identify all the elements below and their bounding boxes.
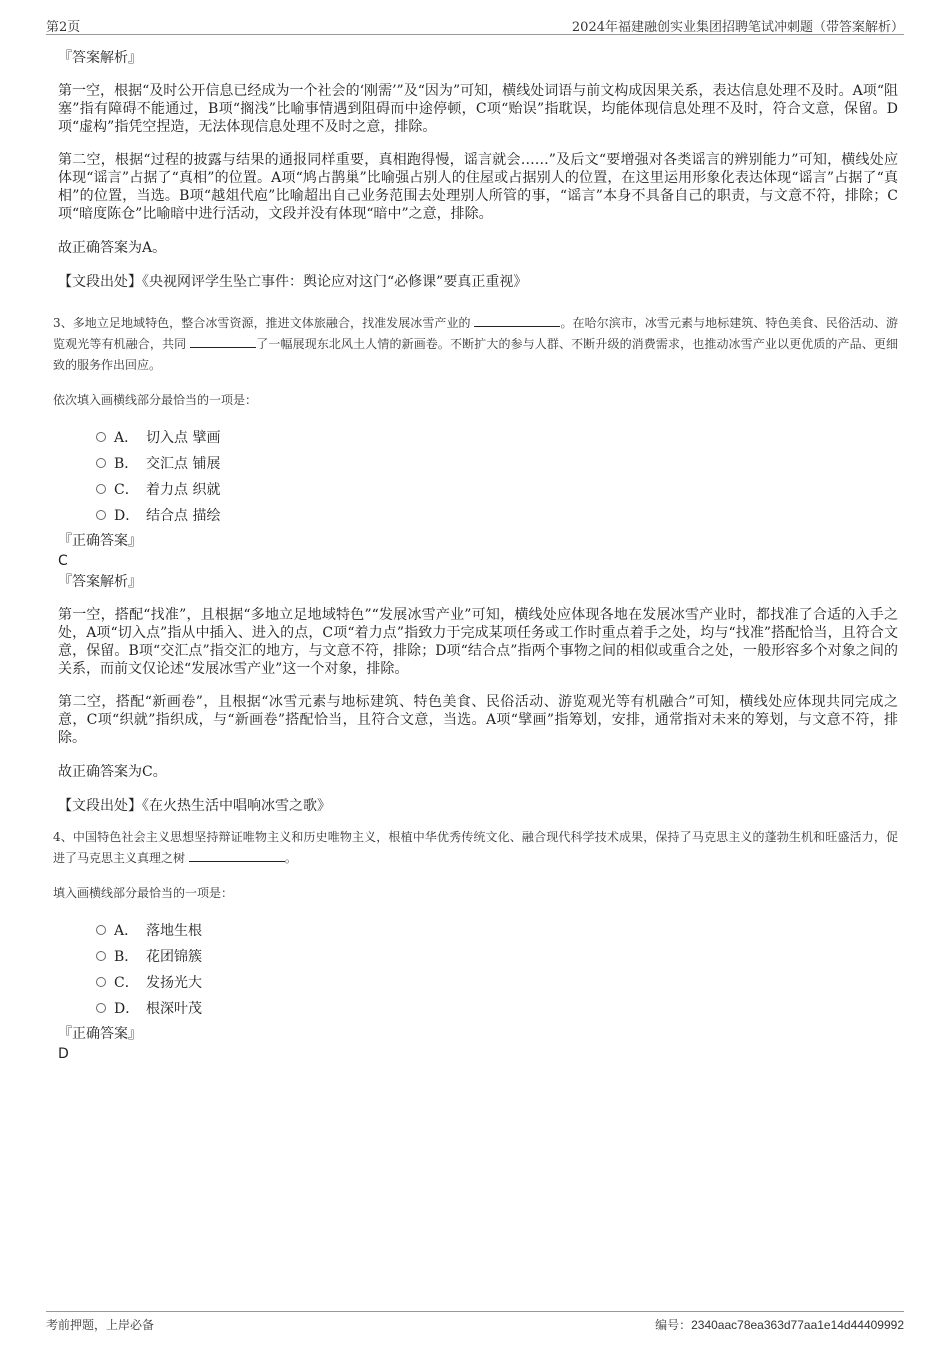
radio-icon[interactable]	[96, 925, 106, 935]
document-title: 2024年福建融创实业集团招聘笔试冲刺题（带答案解析）	[571, 20, 904, 35]
option-text: 切入点 擘画	[146, 430, 221, 446]
q3-option-c[interactable]	[96, 476, 898, 502]
q3-source	[58, 797, 898, 815]
q3-options	[96, 424, 898, 528]
q3-option-d[interactable]	[96, 502, 898, 528]
option-letter: A．	[114, 430, 139, 446]
option-text: 结合点 描绘	[146, 508, 221, 524]
q3-analysis-paragraph-1: 第一空，搭配“找准”，且根据“多地立足地域特色”“发展冰雪产业”可知，横线处应体现各地在发展冰雪产业时，都找准了合适的入手之处，A项“切入点”指从中插入、进入的点，C项“着力点”指致力于完成某项任务或工作时重点着手之处，均与“找准”搭配恰当，且符合文意，保留。B项“交汇点”指交汇的地方，与文意不符，排除；D项“结合点”指两个事物之间的相似或重合之处，一般形容多个对象之间的关系，而前文仅论述“发展冰雪产业”这一个对象，排除。	[58, 607, 898, 677]
radio-icon[interactable]	[96, 484, 106, 494]
page-content	[53, 44, 898, 1063]
option-text: 根深叶茂	[146, 1001, 202, 1017]
option-letter: D．	[114, 508, 140, 524]
radio-icon[interactable]	[96, 510, 106, 520]
radio-icon[interactable]	[96, 951, 106, 961]
option-text: 落地生根	[146, 923, 202, 939]
q3-conclusion: 故正确答案为C。	[58, 764, 167, 780]
q2-analysis-paragraph-2: 第二空，根据“过程的披露与结果的通报同样重要，真相跑得慢，谣言就会……”及后文“要增强对各类谣言的辨别能力”可知，横线处应体现“谣言”占据了“真相”的位置。A项“鸠占鹊巢”比喻强占别人的住屋或占据别人的位置，在这里运用形象化表达体现“谣言”占据了“真相”的位置，当选。B项“越俎代庖”比喻超出自己业务范围去处理别人所管的事，“谣言”本身不具备自己的职责，与文意不符，排除；C项“暗度陈仓”比喻暗中进行活动，文段并没有体现“暗中”之意，排除。	[58, 152, 898, 222]
q2-analysis-paragraph-1: 第一空，根据“及时公开信息已经成为一个社会的‘刚需’”及“因为”可知，横线处词语与前文构成因果关系，表达信息处理不及时。A项“阻塞”指有障碍不能通过，B项“搁浅”比喻事情遇到阻碍而中途停顿，C项“贻误”指耽误，均能体现信息处理不及时，符合文意，保留。D项“虚构”指凭空捏造，无法体现信息处理不及时之意，排除。	[58, 83, 898, 135]
q3-question-text	[53, 313, 898, 376]
radio-icon[interactable]	[96, 432, 106, 442]
q2-source-text: 《央视网评学生坠亡事件：舆论应对这门“必修课”要真正重视》	[142, 274, 528, 290]
q4-question-text	[53, 827, 898, 869]
page-footer	[46, 1311, 904, 1334]
option-letter: B．	[114, 949, 139, 965]
q3-source-label: 【文段出处】	[58, 798, 142, 814]
q2-source-label: 【文段出处】	[58, 274, 142, 290]
q3-text-part-2: 。在哈尔滨市，冰雪元素与地标建筑、特色美食、民俗活动、游览观光等有机融合，共同	[53, 316, 898, 351]
q4-text-part-1: 4、中国特色社会主义思想坚持辩证唯物主义和历史唯物主义，根植中华优秀传统文化、融合现代科学技术成果，保持了马克思主义的蓬勃生机和旺盛活力，促进了马克思主义真理之树	[53, 830, 898, 865]
option-letter: C．	[114, 482, 139, 498]
q2-conclusion: 故正确答案为A。	[58, 240, 167, 256]
option-text: 发扬光大	[146, 975, 202, 991]
serial-label: 编号：	[655, 1318, 692, 1332]
q3-blank-2	[190, 335, 256, 348]
q3-correct-value: C	[58, 553, 68, 569]
q4-option-b[interactable]	[96, 943, 898, 969]
q2-source	[58, 273, 898, 291]
q4-blank	[189, 849, 285, 862]
option-letter: B．	[114, 456, 139, 472]
option-letter: A．	[114, 923, 139, 939]
q4-option-a[interactable]	[96, 917, 898, 943]
option-letter: D．	[114, 1001, 140, 1017]
footer-slogan: 考前押题，上岸必备	[46, 1318, 155, 1332]
q4-correct-label: 『正确答案』	[58, 1026, 142, 1042]
option-text: 交汇点 铺展	[146, 456, 221, 472]
q4-prompt: 填入画横线部分最恰当的一项是：	[53, 886, 234, 900]
option-text: 着力点 织就	[146, 482, 221, 498]
q4-correct-value: D	[58, 1046, 69, 1062]
page-number: 第2页	[46, 20, 81, 35]
q3-correct-label: 『正确答案』	[58, 533, 142, 549]
q3-text-part-1: 3、多地立足地域特色，整合冰雪资源，推进文体旅融合，找准发展冰雪产业的	[53, 316, 471, 330]
q3-prompt: 依次填入画横线部分最恰当的一项是：	[53, 393, 258, 407]
radio-icon[interactable]	[96, 458, 106, 468]
option-text: 花团锦簇	[146, 949, 202, 965]
q3-analysis-paragraph-2: 第二空，搭配“新画卷”，且根据“冰雪元素与地标建筑、特色美食、民俗活动、游览观光等有机融合”可知，横线处应体现共同完成之意，C项“织就”指织成，与“新画卷”搭配恰当，且符合文意，当选。A项“擘画”指筹划，安排，通常指对未来的筹划，与文意不符，排除。	[58, 694, 898, 746]
radio-icon[interactable]	[96, 977, 106, 987]
q3-option-a[interactable]	[96, 424, 898, 450]
q4-option-c[interactable]	[96, 969, 898, 995]
q2-analysis-label: 『答案解析』	[58, 50, 142, 66]
q4-text-part-2: 。	[284, 851, 297, 865]
q4-options	[96, 917, 898, 1021]
q3-source-text: 《在火热生活中唱响冰雪之歌》	[142, 798, 331, 814]
radio-icon[interactable]	[96, 1003, 106, 1013]
footer-serial	[655, 1316, 904, 1333]
page-header	[46, 14, 904, 35]
q3-text-part-3: 了一幅展现东北风土人情的新画卷。不断扩大的参与人群、不断升级的消费需求，也推动冰雪产业以更优质的产品、更细致的服务作出回应。	[53, 337, 898, 372]
q3-option-b[interactable]	[96, 450, 898, 476]
q3-blank-1	[474, 314, 560, 327]
option-letter: C．	[114, 975, 139, 991]
q3-analysis-label: 『答案解析』	[58, 574, 142, 590]
q4-option-d[interactable]	[96, 995, 898, 1021]
serial-value: 2340aac78ea363d77aa1e14d44409992	[691, 1318, 904, 1332]
